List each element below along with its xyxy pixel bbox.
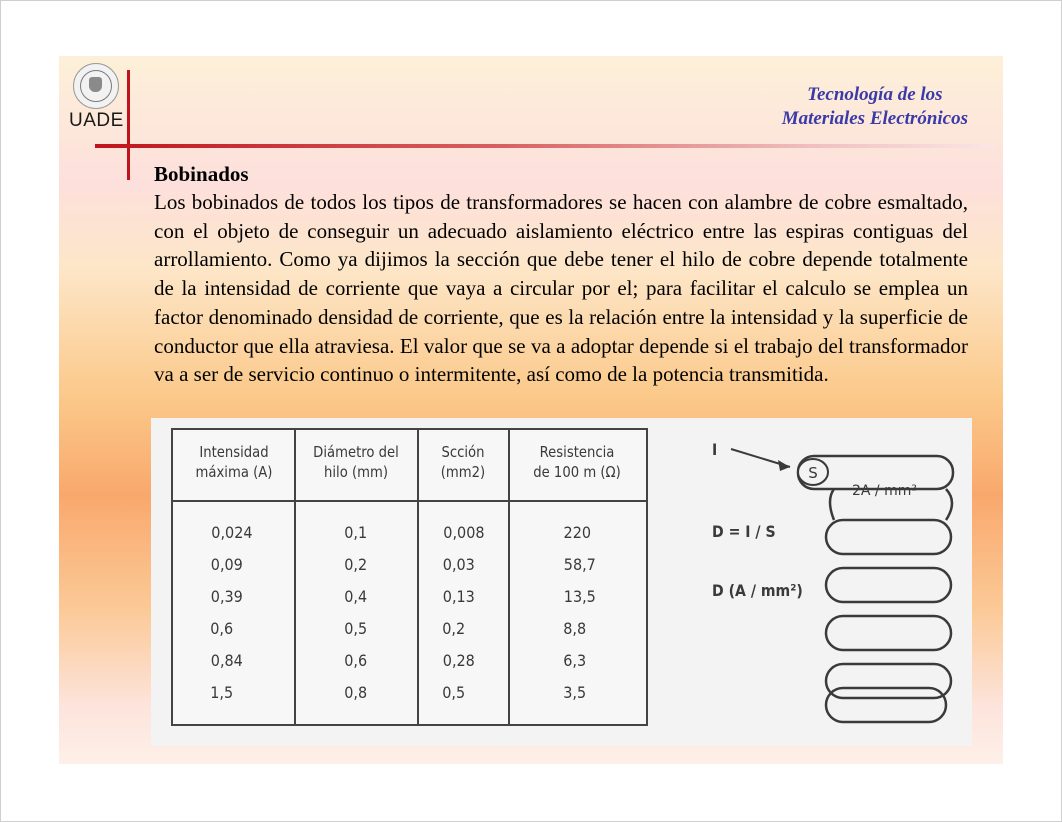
header-intensity [182, 442, 286, 482]
table-cell: 0,4 [344, 587, 368, 606]
table-cell: 0,2 [442, 619, 466, 638]
table-cell: 0,6 [210, 619, 234, 638]
table-cell: 0,1 [344, 523, 368, 542]
university-seal-icon [73, 63, 119, 109]
coil-turn [826, 688, 946, 722]
current-label: I [712, 440, 718, 459]
column-separator [508, 430, 510, 724]
section-heading: Bobinados [154, 162, 249, 186]
header-line: Diámetro del [313, 443, 399, 461]
table-cell: 0,13 [442, 587, 475, 606]
column-separator [294, 430, 296, 724]
table-cell: 0,008 [443, 523, 485, 542]
table-cell: 13,5 [563, 587, 596, 606]
table-cell: 0,5 [344, 619, 368, 638]
table-cell: 1,5 [210, 683, 234, 702]
wire-table [171, 428, 648, 726]
coil-connector [946, 489, 952, 520]
density-value-label: 2A / mm² [852, 483, 917, 499]
header-line: máxima (A) [195, 463, 273, 481]
table-cell: 0,2 [344, 555, 368, 574]
header-line: (mm2) [440, 463, 486, 481]
column-separator [417, 430, 419, 724]
header-separator [173, 500, 646, 502]
header-line: Scción [441, 443, 485, 461]
density-formula: D = I / S [712, 522, 776, 541]
table-cell: 58,7 [563, 555, 596, 574]
table-cell: 8,8 [563, 619, 587, 638]
header-line: Intensidad [199, 443, 269, 461]
coil-turn [826, 568, 951, 602]
uade-logo [69, 63, 123, 132]
red-vertical-rule [127, 70, 130, 180]
header-resistance [518, 442, 636, 482]
table-cell: 0,024 [211, 523, 253, 542]
table-cell: 3,5 [563, 683, 587, 702]
table-cell: 0,09 [210, 555, 243, 574]
table-cell: 0,5 [442, 683, 466, 702]
header-line: de 100 m (Ω) [533, 463, 621, 481]
coil-turn [826, 616, 951, 650]
course-title [782, 83, 968, 131]
coil-diagram [700, 430, 972, 746]
table-cell: 0,8 [344, 683, 368, 702]
table-cell: 6,3 [563, 651, 587, 670]
table-cell: 0,28 [442, 651, 475, 670]
coil-turn [826, 664, 951, 698]
red-horizontal-rule [95, 144, 995, 148]
coil-connector [830, 489, 834, 520]
table-cell: 0,84 [210, 651, 243, 670]
table-cell: 0,03 [442, 555, 475, 574]
course-title-line2: Materiales Electrónicos [781, 108, 968, 129]
header-section [424, 442, 501, 482]
course-title-line1: Tecnología de los [807, 84, 943, 105]
header-line: hilo (mm) [324, 463, 388, 481]
logo-text: UADE [69, 110, 124, 131]
body-paragraph: Los bobinados de todos los tipos de transformadores se hacen con alambre de cobre esmaltado, con el objeto de conseguir un adecuado aislamiento eléctrico entre las espiras contiguas del arrollamiento. Como ya dijimos la sección que debe tener el hilo de cobre depende totalmente de la intensidad de corriente que vaya a circular por el; para facilitar el calculo se emplea un factor denominado densidad de corriente, que es la relación entre la intensidad y la superficie de conductor que ella atraviesa. El valor que se va a adoptar depende si el trabajo del transformador va a ser de servicio continuo o intermitente, así como de la potencia transmitida. [154, 190, 968, 387]
header-diameter [303, 442, 409, 482]
table-cell: 0,6 [344, 651, 368, 670]
table-cell: 0,39 [210, 587, 243, 606]
density-unit-label: D (A / mm²) [712, 581, 803, 600]
header-line: Resistencia [539, 443, 615, 461]
section-label: S [808, 464, 818, 482]
coil-turn [826, 520, 951, 554]
table-cell: 220 [563, 523, 592, 542]
